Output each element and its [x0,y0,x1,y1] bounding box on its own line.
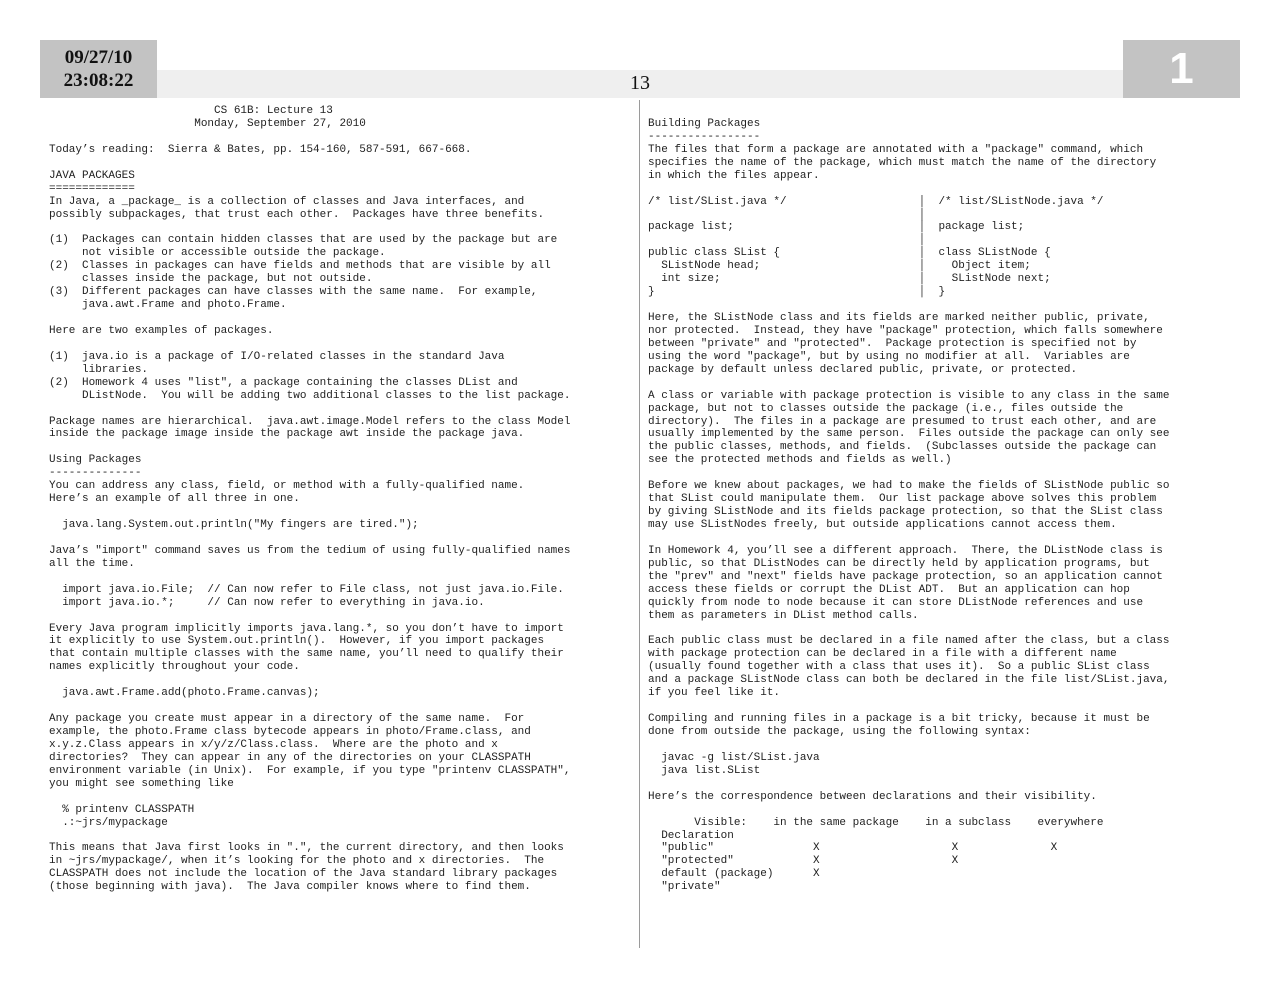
text-line: int size; │ SListNode next; [648,273,1051,286]
right-column [648,105,1238,894]
text-line: Any package you create must appear in a directory of the same name. For [49,713,525,726]
text-line: Monday, September 27, 2010 [49,117,366,130]
text-line: .:~jrs/mypackage [49,816,168,829]
text-line: import java.io.*; // Can now refer to everything in java.io. [49,596,485,609]
text-line [648,183,1238,196]
text-line: in which the files appear. [648,169,820,182]
text-line: in ~jrs/mypackage/, when it’s looking for the photo and x directories. The [49,855,545,868]
text-line [648,804,1238,817]
text-line: SListNode head; │ Object item; [648,260,1031,273]
text-line: "private" [648,881,721,894]
text-line [49,532,629,545]
text-line: that contain multiple classes with the same name, you’ll need to qualify their [49,648,564,661]
text-line [648,105,1238,118]
text-line: Building Packages [648,117,761,130]
text-line: inside the package image inside the package awt inside the package java. [49,428,525,441]
text-line: The files that form a package are annotated with a "package" command, which [648,143,1144,156]
text-line: classes inside the package, but not outside. [49,273,373,286]
text-line: │ [648,234,926,247]
text-line: directory). The files in a package are presumed to trust each other, and are [648,415,1157,428]
text-line: ============= [49,182,135,195]
text-line: JAVA PACKAGES [49,169,135,182]
text-line [49,403,629,416]
text-line: This means that Java first looks in ".", the current directory, and then looks [49,842,564,855]
text-line [49,506,629,519]
text-line: names explicitly throughout your code. [49,661,300,674]
text-line [648,739,1238,752]
text-line: not visible or accessible outside the package. [49,247,386,260]
text-line: see the protected methods and fields as well.) [648,454,952,467]
text-line: } │ } [648,286,946,299]
text-line: java.awt.Frame and photo.Frame. [49,299,287,312]
text-line: java.lang.System.out.println("My fingers are tired."); [49,519,419,531]
text-line: CS 61B: Lecture 13 [49,105,333,117]
page-number: 13 [630,72,650,94]
text-line: by giving SListNode and its fields package protection, so that the SList class [648,506,1163,519]
left-column [49,105,629,894]
text-line: done from outside the package, using the following syntax: [648,726,1031,738]
text-line: if you feel like it. [648,687,781,700]
text-line: specifies the name of the package, which must match the name of the directory [648,156,1157,169]
text-line: Compiling and running files in a package is a bit tricky, because it must be [648,713,1150,726]
text-line: % printenv CLASSPATH [49,803,195,816]
sheet-number: 1 [1123,40,1240,98]
text-line [49,700,629,713]
column-divider [639,100,640,948]
text-line: public, so that DListNodes can be directly held by application programs, but [648,557,1150,570]
text-line: Here’s an example of all three in one. [49,493,300,506]
text-line: and a package SListNode class can both be declared in the file list/SList.java, [648,674,1170,687]
text-line [648,467,1238,480]
text-line: Before we knew about packages, we had to make the fields of SListNode public so [648,480,1170,493]
text-line: Here’s the correspondence between declarations and their visibility. [648,790,1097,803]
text-line [648,623,1238,636]
text-line [49,674,629,687]
text-line: them as parameters in DList method calls. [648,609,919,622]
text-line: Using Packages [49,454,142,467]
text-line: all the time. [49,557,135,570]
text-line: directories? They can appear in any of the directories on your CLASSPATH [49,751,531,764]
text-line: quickly from node to node because it can store DListNode references and use [648,596,1144,609]
text-line: may use SListNodes freely, but outside applications cannot access them. [648,519,1117,531]
text-line: You can address any class, field, or method with a fully-qualified name. [49,480,525,493]
text-line: "public" X X X [648,842,1058,855]
text-line: default (package) X [648,868,820,881]
text-line: package list; │ package list; [648,221,1025,234]
timestamp-box [40,40,157,98]
print-date: 09/27/10 [64,47,133,68]
text-line [49,791,629,804]
text-line: /* list/SList.java */ │ /* list/SListNode.java */ [648,195,1104,208]
text-line [49,338,629,351]
text-line [49,830,629,843]
text-line [49,312,629,325]
text-line: that SList could manipulate them. Our list package above solves this problem [648,493,1157,506]
text-line: Package names are hierarchical. java.awt.image.Model refers to the class Model [49,415,571,428]
text-line: javac -g list/SList.java [648,751,820,764]
text-line: the "prev" and "next" fields have package protection, so an application cannot [648,570,1163,583]
text-line: (those beginning with java). The Java compiler knows where to find them. [49,881,531,894]
text-line: environment variable (in Unix). For example, if you type "printenv CLASSPATH", [49,764,571,777]
text-line: "protected" X X [648,855,959,868]
text-line: package, but not to classes outside the package (i.e., files outside the [648,402,1124,415]
text-line: Every Java program implicitly imports java.lang.*, so you don’t have to import [49,622,564,635]
text-line [648,778,1238,791]
text-line [648,377,1238,390]
text-line: Today’s reading: Sierra & Bates, pp. 154-160, 587-591, 667-668. [49,143,472,156]
text-line: Visible: in the same package in a subclass everywhere [648,816,1104,829]
text-line: possibly subpackages, that trust each other. Packages have three benefits. [49,208,545,221]
text-line: with package protection can be declared in a file with a different name [648,648,1117,661]
text-line: usually implemented by the same person. Files outside the package can only see [648,428,1170,441]
text-line: you might see something like [49,777,234,790]
text-line [49,131,629,144]
text-line: nor protected. Instead, they have "package" protection, which falls somewhere [648,324,1163,337]
text-line: x.y.z.Class appears in x/y/z/Class.class. Where are the photo and x [49,738,498,751]
text-line: CLASSPATH does not include the location of the Java standard library packages [49,868,558,881]
text-line [648,700,1238,713]
text-line: java.awt.Frame.add(photo.Frame.canvas); [49,687,320,700]
text-line [49,157,629,170]
text-line [49,610,629,623]
text-line: (1) java.io is a package of I/O-related classes in the standard Java [49,350,505,363]
text-line: java list.SList [648,764,761,777]
text-line: Java’s "import" command saves us from the tedium of using fully-qualified names [49,544,571,557]
text-line [49,221,629,234]
text-line: it explicitly to use System.out.println(). However, if you import packages [49,635,545,648]
text-line: A class or variable with package protection is visible to any class in the same [648,389,1170,402]
text-line: package by default unless declared public, private, or protected. [648,363,1078,376]
text-line: DListNode. You will be adding two additional classes to the list package. [49,389,571,402]
text-line: the public classes, methods, and fields. (Subclasses outside the package can [648,441,1157,454]
text-line: (usually found together with a class that uses it). So a public SList class [648,661,1150,674]
text-line [49,441,629,454]
print-time: 23:08:22 [63,70,134,91]
text-line [648,532,1238,545]
text-line: ----------------- [648,130,761,143]
text-line: (2) Classes in packages can have fields and methods that are visible by all [49,260,551,273]
text-line [49,571,629,584]
text-line: Here are two examples of packages. [49,324,274,337]
text-line: (3) Different packages can have classes with the same name. For example, [49,286,538,299]
text-line: Each public class must be declared in a file named after the class, but a class [648,635,1170,648]
text-line: libraries. [49,363,149,376]
text-line: In Homework 4, you’ll see a different approach. There, the DListNode class is [648,544,1163,557]
text-line: -------------- [49,467,142,480]
text-line: public class SList { │ class SListNode { [648,247,1051,260]
text-line: access these fields or corrupt the DList ADT. But an application can hop [648,583,1130,596]
text-line: import java.io.File; // Can now refer to File class, not just java.io.File. [49,583,564,596]
text-line: using the word "package", but by using no modifier at all. Variables are [648,350,1130,363]
text-line: Here, the SListNode class and its fields are marked neither public, private, [648,312,1150,324]
text-line: │ [648,208,926,221]
text-line: In Java, a _package_ is a collection of classes and Java interfaces, and [49,195,525,208]
text-line [648,299,1238,312]
text-line: (2) Homework 4 uses "list", a package containing the classes DList and [49,376,518,389]
text-line: Declaration [648,829,734,842]
text-line: between "private" and "protected". Package protection is specified not by [648,337,1137,350]
text-line: (1) Packages can contain hidden classes that are used by the package but are [49,234,558,247]
text-line: example, the photo.Frame class bytecode appears in photo/Frame.class, and [49,726,531,738]
